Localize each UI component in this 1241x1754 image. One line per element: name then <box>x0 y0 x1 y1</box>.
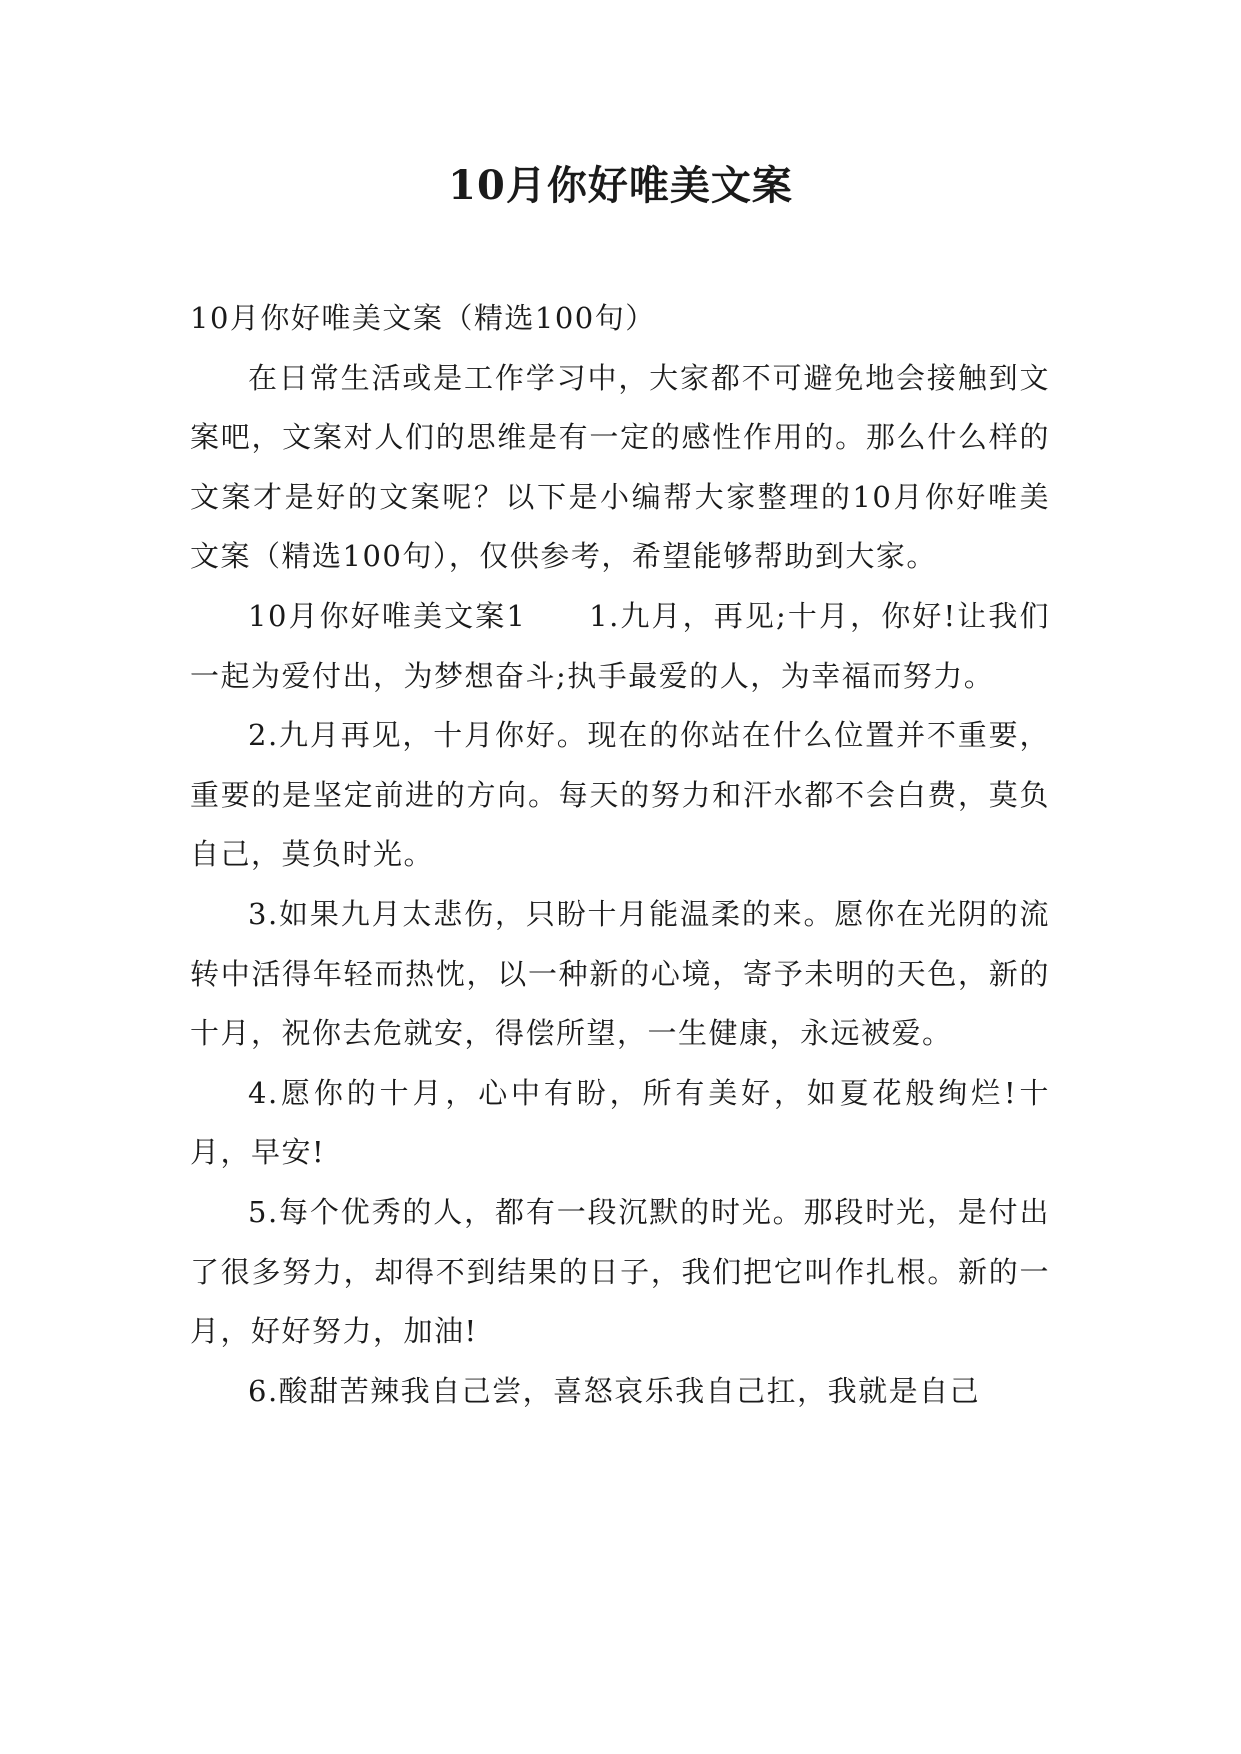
quote-paragraph-6: 6.酸甜苦辣我自己尝，喜怒哀乐我自己扛，我就是自己 <box>248 1373 981 1408</box>
intro-paragraph: 在日常生活或是工作学习中，大家都不可避免地会接触到文案吧，文案对人们的思维是有一定的感性作用的。那么什么样的文案才是好的文案呢？以下是小编帮大家整理的10月你好唯美文案（精选100句），仅供参考，希望能够帮助到大家。 <box>190 360 1050 574</box>
quote-paragraph-4: 4.愿你的十月，心中有盼，所有美好，如夏花般绚烂!十月，早安! <box>190 1075 1050 1170</box>
document-title: 10月你好唯美文案 <box>448 162 793 209</box>
document-subtitle: 10月你好唯美文案（精选100句） <box>190 301 656 335</box>
document-body <box>190 289 1050 1421</box>
quote-paragraph-1: 10月你好唯美文案1 1.九月，再见;十月，你好!让我们一起为爱付出，为梦想奋斗;执手最爱的人，为幸福而努力。 <box>190 598 1050 693</box>
quote-paragraph-2: 2.九月再见，十月你好。现在的你站在什么位置并不重要，重要的是坚定前进的方向。每天的努力和汗水都不会白费，莫负自己，莫负时光。 <box>190 718 1050 872</box>
quote-paragraph-3: 3.如果九月太悲伤，只盼十月能温柔的来。愿你在光阴的流转中活得年轻而热忱，以一种新的心境，寄予未明的天色，新的十月，祝你去危就安，得偿所望，一生健康，永远被爱。 <box>190 896 1050 1051</box>
quote-paragraph-5: 5.每个优秀的人，都有一段沉默的时光。那段时光，是付出了很多努力，却得不到结果的日子，我们把它叫作扎根。新的一月，好好努力，加油! <box>190 1194 1050 1349</box>
